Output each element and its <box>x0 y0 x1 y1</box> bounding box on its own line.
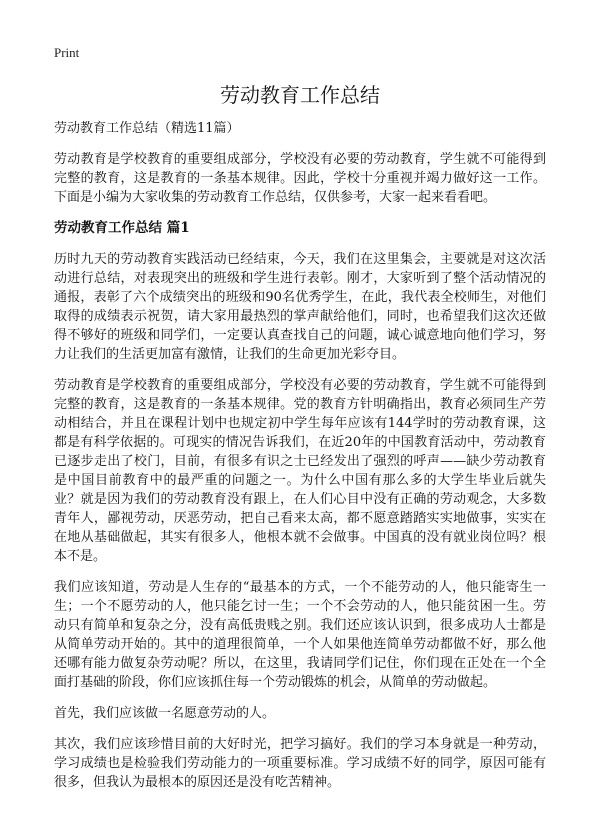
print-link[interactable]: Print <box>54 45 80 60</box>
paragraph-1: 历时九天的劳动教育实践活动已经结束，今天，我们在这里集会，主要就是对这次活动进行总结，对表现突出的班级和学生进行表彰。刚才，大家听到了整个活动情况的通报，表彰了六个成绩突出的班级和90名优秀学生，在此，我代表全校师生，对他们取得的成绩表示祝贺，请大家用最热烈的掌声献给他们，同时，也希望我们这次还做得不够好的班级和同学们，一定要认真查找自己的问题，诚心诚意地向他们学习，努力让我们的生活更加富有激情，让我们的生命更加光彩夺目。 <box>54 252 546 362</box>
paragraph-4: 首先，我们应该做一名愿意劳动的人。 <box>54 706 276 721</box>
paragraph-3: 我们应该知道，劳动是人生存的“最基本的方式，一个不能劳动的人，他只能寄生一生；一个不愿劳动的人，他只能乞讨一生；一个不会劳动的人，他只能贫困一生。劳动只有简单和复杂之分，没有高低贵贱之别。我们还应该认识到，很多成功人士都是从简单劳动开始的。其中的道理很简单，一个人如果他连简单劳动都做不好，那么他还哪有能力做复杂劳动呢？所以，在这里，我请同学们记住，你们现在正处在一个全面打基础的阶段，你们应该抓住每一个劳动锻炼的机会，从简单的劳动做起。 <box>54 580 546 690</box>
article-subtitle: 劳动教育工作总结（精选11篇） <box>54 121 240 136</box>
article-body <box>54 120 546 804</box>
section-heading: 劳动教育工作总结 篇1 <box>54 220 190 236</box>
page-title: 劳动教育工作总结 <box>220 83 380 107</box>
intro-paragraph: 劳动教育是学校教育的重要组成部分，学校没有必要的劳动教育，学生就不可能得到完整的教育，这是教育的一条基本规律。因此，学校十分重视并竭力做好这一工作。下面是小编为大家收集的劳动教育工作总结，仅供参考，大家一起来看看吧。 <box>54 152 546 205</box>
paragraph-5: 其次，我们应该珍惜目前的大好时光，把学习搞好。我们的学习本身就是一种劳动，学习成绩也是检验我们劳动能力的一项重要标准。学习成绩不好的同学，原因可能有很多，但我认为最根本的原因还是没有吃苦精神。 <box>54 737 546 790</box>
paragraph-2: 劳动教育是学校教育的重要组成部分，学校没有必要的劳动教育，学生就不可能得到完整的教育，这是教育的一条基本规律。党的教育方针明确指出，教育必须同生产劳动相结合，并且在课程计划中也规定初中学生每年应该有144学时的劳动教育课，这都是有科学依据的。可现实的情况告诉我们，在近20年的中国教育活动中，劳动教育已逐步走出了校门，目前，有很多有识之士已经发出了强烈的呼声——缺少劳动教育是中国目前教育中的最严重的问题之一。为什么中国有那么多的大学生毕业后就失业？就是因为我们的劳动教育没有跟上，在人们心目中没有正确的劳动观念，大多数青年人，鄙视劳动，厌恶劳动，把自己看来太高，都不愿意踏踏实实地做事，实实在在地从基础做起，其实有很多人，他根本就不会做事。中国真的没有就业岗位吗？根本不是。 <box>54 378 546 564</box>
